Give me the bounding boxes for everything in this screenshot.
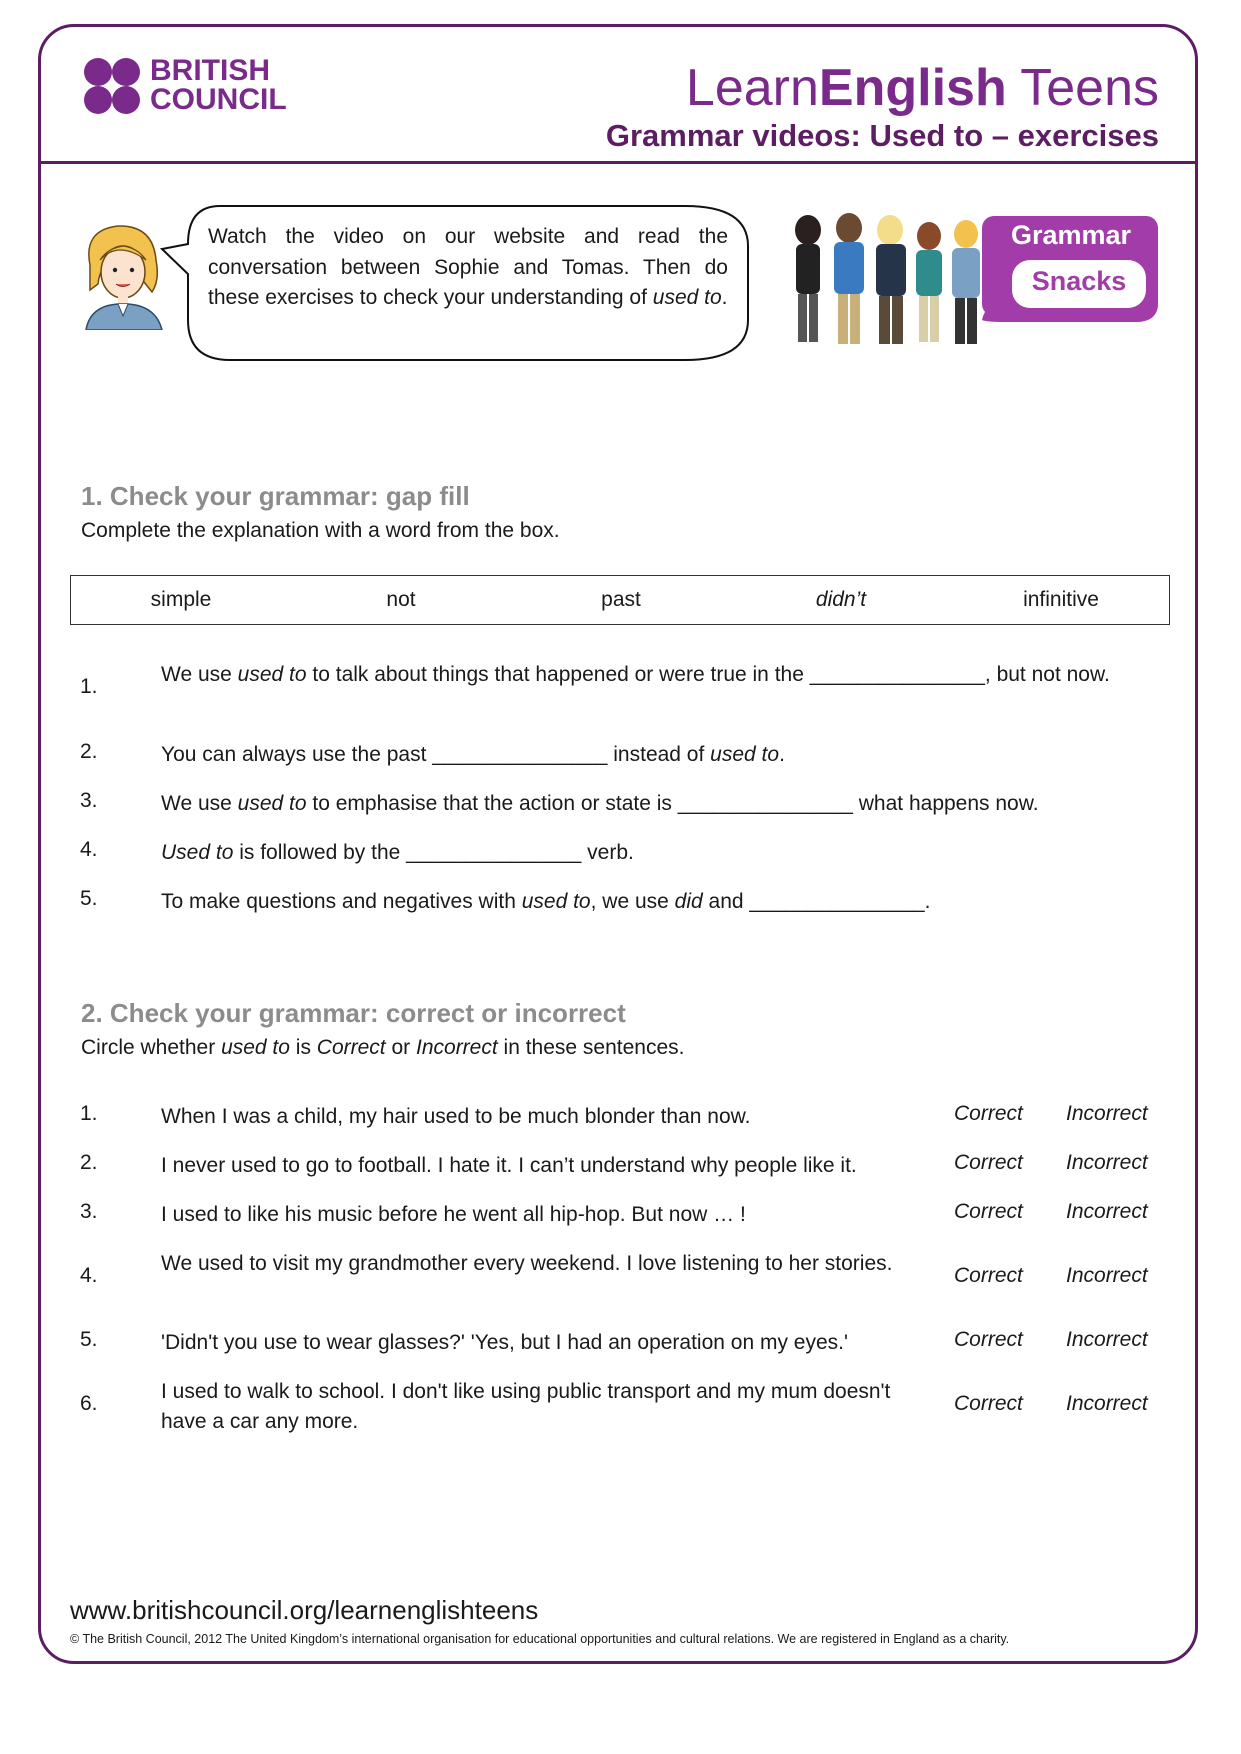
learnenglish-teens-logo: LearnEnglish Teens [685, 59, 1159, 117]
word-option: didn’t [815, 588, 867, 611]
incorrect-option[interactable]: Incorrect [1066, 1264, 1148, 1287]
word-option: simple [150, 588, 212, 611]
footer-url[interactable]: www.britishcouncil.org/learnenglishteens [70, 1595, 539, 1625]
intro-speech-bubble [160, 204, 750, 362]
item-sentence: I never used to go to football. I hate it. I can’t understand why people like it. [161, 1154, 857, 1177]
incorrect-option[interactable]: Incorrect [1066, 1102, 1148, 1125]
item-sentence: We used to visit my grandmother every weekend. I love listening to her stories. [161, 1252, 893, 1275]
section2-instruction: Circle whether used to is Correct or Incorrect in these sentences. [81, 1036, 685, 1059]
snacks-badge-label: Snacks [1031, 266, 1127, 296]
gap-fill-sentence: We use used to to talk about things that happened or were true in the _______________, but not now. [161, 663, 1110, 686]
item-sentence: I used to like his music before he went all hip-hop. But now … ! [161, 1203, 746, 1226]
incorrect-option[interactable]: Incorrect [1066, 1151, 1148, 1174]
header-divider [41, 161, 1195, 164]
correct-option[interactable]: Correct [954, 1392, 1023, 1415]
logo-dots-icon [84, 58, 142, 118]
gap-fill-sentence: Used to is followed by the _______________ verb. [161, 841, 634, 864]
grammar-snacks-logo [786, 210, 1162, 358]
gap-fill-sentence: To make questions and negatives with used to, we use did and _______________. [161, 890, 931, 913]
characters-illustration-icon [795, 213, 980, 344]
incorrect-option[interactable]: Incorrect [1066, 1392, 1148, 1415]
section1-instruction: Complete the explanation with a word from the box. [81, 519, 560, 542]
correct-option[interactable]: Correct [954, 1200, 1023, 1223]
logo-wordmark: BRITISH COUNCIL [150, 54, 287, 116]
section1-title: 1. Check your grammar: gap fill [81, 481, 470, 511]
item-sentence: I used to walk to school. I don't like using public transport and my mum doesn't have a car any more. [161, 1380, 891, 1433]
word-option: not [386, 588, 416, 611]
incorrect-option[interactable]: Incorrect [1066, 1200, 1148, 1223]
item-sentence: 'Didn't you use to wear glasses?' 'Yes, but I had an operation on my eyes.' [161, 1331, 849, 1354]
word-option: infinitive [1023, 588, 1099, 611]
gap-fill-sentence: We use used to to emphasise that the action or state is _______________ what happens now. [161, 792, 1039, 815]
section2-title: 2. Check your grammar: correct or incorrect [81, 998, 626, 1028]
correct-option[interactable]: Correct [954, 1264, 1023, 1287]
grammar-badge-label: Grammar [1010, 220, 1132, 250]
gap-fill-sentence: You can always use the past _______________ instead of used to. [161, 743, 785, 766]
correct-option[interactable]: Correct [954, 1102, 1023, 1125]
footer-copyright: © The British Council, 2012 The United Kingdom’s international organisation for educational opportunities and cultural relations. We are registered in England as a charity. [70, 1632, 1010, 1646]
word-option: past [601, 588, 641, 611]
incorrect-option[interactable]: Incorrect [1066, 1328, 1148, 1351]
page-title: Grammar videos: Used to – exercises [605, 118, 1159, 153]
sophie-avatar-icon [78, 220, 168, 330]
intro-text: Watch the video on our website and read the conversation between Sophie and Tomas. Then do these exercises to check your understanding of used to. [208, 225, 728, 309]
correct-option[interactable]: Correct [954, 1151, 1023, 1174]
item-sentence: When I was a child, my hair used to be much blonder than now. [161, 1105, 751, 1128]
correct-option[interactable]: Correct [954, 1328, 1023, 1351]
word-box [70, 575, 1170, 625]
